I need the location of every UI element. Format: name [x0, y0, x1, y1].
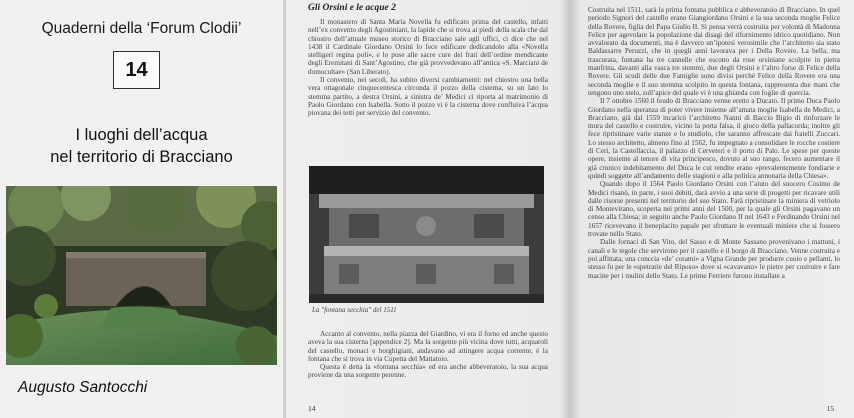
- paragraph: Il monastero di Santa Maria Novella fu edificato prima del castello, infatti nell’ex convento degli Agostiniani, la lapide che si trova ai piedi della scala che dal chiostro dell’attuale museo storico di Bracciano sale agli uffici, ci dice che nel 1438 il Cardinale Giordano Orsini lo fece edificare dedicandolo alla «Novella stelligeri regina poli», e lo pose alle sacre cure dei frati dell’ordine mendicante degli Eremitani di Sant’Agostino, che già provvedevano all’antica «S. Marciani de domocultae» (San Liberato).: [308, 18, 548, 76]
- issue-number-box: 14: [113, 51, 160, 89]
- fontana-secchia-photo: [309, 166, 544, 303]
- fountain-illustration: [309, 166, 544, 303]
- paragraph: Costruita nel 1511, sarà la prima fontana pubblica e abbeveratoio di Bracciano. In quel periodo Signori del castello erano Giangiordano Orsini e la sua seconda moglie Felice della Rovere, figlia del Papa Giulio II. Si pensa verrà costruita per volontà di Madonna Felice per agevolare la popolazione dai disagi del rifornimento idrico quotidiano. Non avvalorato da documenti, ma è davvero un’ipotesi verosimile che l’architetto sia stato Baldassarre Peruzzi, che in quegli anni lavorava per i Della Rovere. La bella, ma trascurata, fontana ha tre cannelle che escono da rose orsiniane scolpite in pietra manfrina, davanti alla vasca tre stemmi, due degli Orsini e l’altro forse di Felice della Rovere. Gli scudi delle due Famiglie sono divisi perché Felice della Rovere era una seconda moglie e il suo stemma scolpito in questa fontana, rappresenta due mani che tengono uno stelo, sull’apice del quale vi è una ghianda con foglie di quercia.: [588, 6, 840, 97]
- paragraph: Quando dopo il 1564 Paolo Giordano Orsini con l’aiuto del suocero Cosimo de Medici risanò, in parte, i suoi debiti, darà avvio a una serie di progetti per ricavare utili dalle risorse presenti nel territorio del suo Stato. Farà ripristinare la miniera di vetriolo di Montevirano, scoperta nei primi anni del 1500, per la quale gli Orsini pagavano un censo alla Chiesa; in seguito anche Paolo Giordano II nel 1643 e Ferdinando Orsini nel 1657 ricevevano il beneplacito papale per sfruttare le eventuali miniere che si fossero trovate nello Stato.: [588, 180, 840, 239]
- bridge-stream-illustration: [6, 186, 277, 365]
- cover-photo-stone-bridge: [6, 186, 277, 365]
- cover-title: [0, 124, 283, 168]
- paragraph: Il 7 ottobre 1560 il feudo di Bracciano venne eretto a Ducato. Il primo Duca Paolo Giordano nella speranza di poter vivere insieme all’amata moglie Isabella de Medici, a Bracciano, già dal 1559 incaricò l’architetto Nanni di Baccio Bigio di rinforzare le mura del castello e costruire, vicino la porta falsa, il gioco della pallacorda; inoltre gli fece ripristinare varie stanze e lo studiolo, che saranno affrescate dai fratelli Zuccari. Lo stesso architetto, almeno fino al 1562, fu impegnato a consolidare le rocche costiere di Ceri, la Castellaccia, il palazzo di Cerveteri e il porto di Palo. Le spese per queste opere, insieme al tenore di vita principesco, dovuto al suo rango, fecero aumentare il già cronico indebitamento del Duca le cui rendite erano «prevalentemente fondiarie e quindi soggette all’andamento delle stagioni e alla politica annonaria della Chiesa».: [588, 97, 840, 180]
- author-name: Augusto Santocchi: [18, 379, 148, 396]
- right-page-text: [588, 6, 840, 406]
- running-head: Gli Orsini e le acque 2: [308, 3, 396, 13]
- cover-title-line-1: I luoghi dell’acqua: [75, 126, 208, 144]
- paragraph: Dalle fornaci di San Vito, del Sasso e di Monte Sassano provenivano i mattoni, i canali e le tegole che servirono per il castello e il borgo di Bracciano. Venne costruita e poi affittata, una conccia «de’ corami» a Vigna Grande per produrre cuoio e pellami, lo stesso fu per le «spetrarie del Riposo» dove si «cavavano» le pietre per costruire e fare macine per i mulini dello Stato. Le prime Ferriere furono installate a: [588, 238, 840, 280]
- paragraph: Il convento, nei secoli, ha subito diversi cambiamenti: nel chiostro una bella vera ottagonale cinquecentesca circonda il pozzo della cisterna, su un lato lo stemma partito, a destra Orsini, a sinistra de’ Medici ci riporta al matrimonio di Paolo Giordano con Isabella. Sotto il pozzo vi è la cisterna dove confluiva l’acqua piovana dei tetti per servizio del convento.: [308, 76, 548, 118]
- left-page: [286, 0, 568, 418]
- left-page-text-top: [308, 18, 548, 166]
- right-page: [570, 0, 854, 418]
- photo-caption: La "fontana secchia" del 1511: [312, 306, 397, 314]
- paragraph: Questa è detta la «fontana secchia» ed era anche abbeveratoio, la sua acqua proviene da una sorgente perenne.: [308, 363, 548, 380]
- open-book-spread: [286, 0, 854, 418]
- page-number: 14: [308, 404, 316, 413]
- book-cover: [0, 0, 283, 418]
- cover-title-line-2: nel territorio di Bracciano: [50, 148, 233, 166]
- paragraph: Accanto al convento, nella piazza del Giardino, vi era il forno ed anche questo aveva la sua cisterna [appendice 2]. Ma la sorgente più vicina dove tutti, acquaroli del castello, monaci e borghigiani, andavano ad attingere acqua corrente, è la fontana che si trova in via Cupetta del Mattatoio.: [308, 330, 548, 363]
- series-title: Quaderni della ‘Forum Clodii’: [41, 20, 242, 37]
- page-number: 15: [826, 404, 834, 413]
- left-page-text-bottom: [308, 330, 548, 398]
